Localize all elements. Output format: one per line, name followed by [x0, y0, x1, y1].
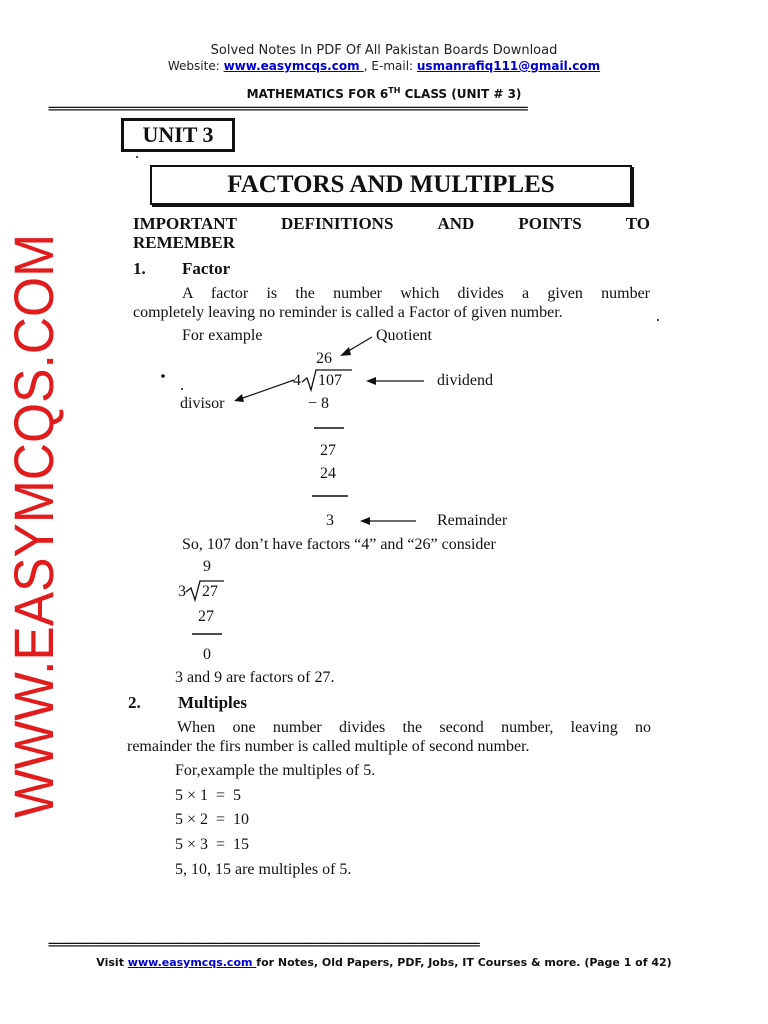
remainder-value: 3: [326, 512, 334, 529]
section-heading-word: IMPORTANT: [133, 214, 237, 233]
section-heading-word: AND: [437, 214, 475, 233]
unit-label: UNIT 3: [121, 118, 235, 152]
multiples-definition-line1: When one number divides the second number, leaving no: [177, 719, 651, 736]
footer-visit: Visit: [96, 956, 128, 969]
chapter-title: FACTORS AND MULTIPLES: [150, 165, 632, 205]
section-heading-line2: REMEMBER: [133, 233, 235, 252]
ex2-divisor: 3: [178, 583, 186, 600]
remainder-label: Remainder: [437, 512, 508, 529]
multiples-line: 5 × 1 = 5: [175, 787, 242, 804]
section-heading-word: POINTS: [518, 214, 582, 233]
ex2-conclusion: 3 and 9 are factors of 27.: [175, 669, 335, 686]
page-title-sup: TH: [388, 86, 401, 95]
multiples-line: 5 × 3 = 15: [175, 836, 250, 853]
ex2-remainder: 0: [203, 646, 211, 663]
factor-number: 1.: [133, 259, 146, 278]
quotient-label: Quotient: [376, 327, 432, 344]
for-example-label: For example: [182, 327, 263, 344]
dividend-value: 107: [318, 372, 342, 389]
multiples-line: 5 × 2 = 10: [175, 811, 250, 828]
header-tagline: Solved Notes In PDF Of All Pakistan Boards Download: [210, 43, 558, 58]
factor-definition-line1: A factor is the number which divides a given number: [182, 285, 650, 302]
email-link[interactable]: usmanrafiq111@gmail.com: [416, 59, 601, 73]
multiples-conclusion: 5, 10, 15 are multiples of 5.: [175, 861, 352, 878]
section-heading-word: DEFINITIONS: [280, 214, 394, 233]
multiples-for-example: For,example the multiples of 5.: [175, 762, 376, 779]
division-step-subtract: − 8: [308, 395, 330, 412]
ex2-dividend: 27: [202, 583, 218, 600]
page-title-suffix: CLASS (UNIT # 3): [400, 87, 522, 101]
website-label: Website:: [167, 59, 224, 73]
footer-text: for Notes, Old Papers, PDF, Jobs, IT Courses & more. (Page 1 of 42): [256, 956, 672, 969]
factor-title: Factor: [182, 259, 231, 278]
division-step-value: 24: [320, 465, 336, 482]
header-divider: ==========================================================================================: [48, 102, 528, 115]
divisor-label: divisor: [180, 395, 225, 412]
dividend-label: dividend: [437, 372, 493, 389]
footer-website-link[interactable]: www.easymcqs.com: [127, 956, 257, 969]
website-link[interactable]: www.easymcqs.com: [223, 59, 364, 73]
multiples-number: 2.: [128, 693, 141, 712]
divisor-digit: 4: [293, 372, 301, 389]
email-label: , E-mail:: [363, 59, 417, 73]
multiples-title: Multiples: [178, 693, 247, 712]
ex2-quotient: 9: [203, 558, 211, 575]
factor-definition-line2: completely leaving no reminder is called a Factor of given number.: [133, 304, 563, 321]
multiples-definition-line2: remainder the firs number is called multiple of second number.: [127, 738, 530, 755]
section-heading-word: TO: [625, 214, 650, 233]
factor-conclusion: So, 107 don’t have factors “4” and “26” consider: [182, 536, 496, 553]
footer: [0, 956, 768, 969]
division-step-value: 27: [320, 442, 336, 459]
page-title-prefix: MATHEMATICS FOR 6: [246, 87, 389, 101]
footer-divider: =================================================================================: [48, 938, 480, 951]
quotient-value: 26: [316, 350, 332, 367]
watermark-text: WWW.EASYMCQS.COM: [2, 183, 65, 818]
ex2-step: 27: [198, 608, 214, 625]
